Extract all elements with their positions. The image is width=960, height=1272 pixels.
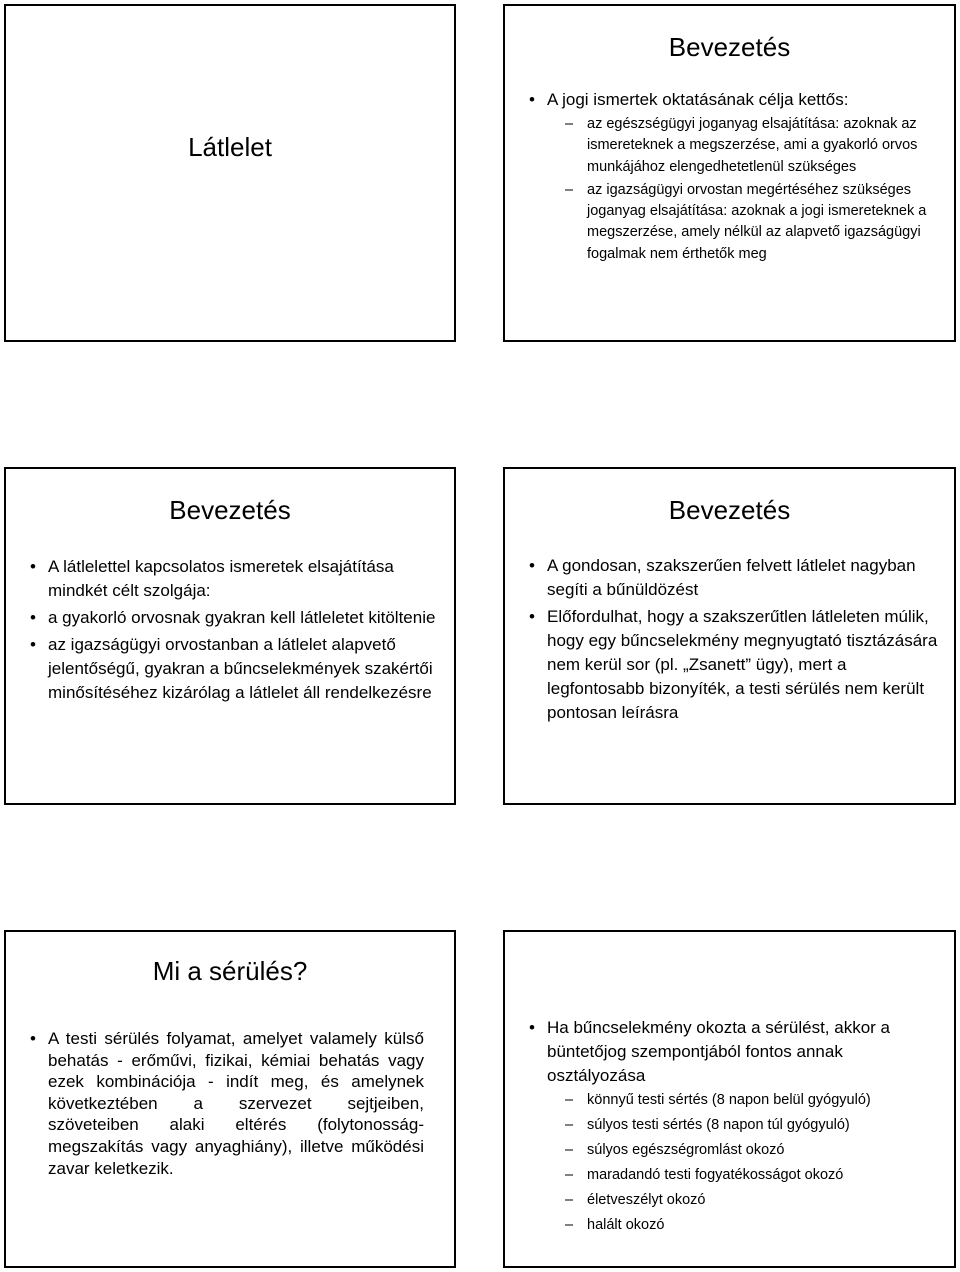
bullet-list bbox=[527, 88, 942, 268]
slide-latlelet bbox=[4, 4, 456, 342]
sub-bullet-item: – súlyos egészségromlást okozó bbox=[565, 1140, 942, 1161]
bullet-list bbox=[527, 554, 942, 728]
bullet-item: • A gondosan, szakszerűen felvett látlelet nagyban segíti a bűnüldözést bbox=[527, 554, 942, 602]
sub-bullet-list bbox=[565, 114, 942, 265]
bullet-list bbox=[28, 555, 442, 708]
slide-title: Bevezetés bbox=[169, 495, 291, 525]
sub-bullet-item: – életveszélyt okozó bbox=[565, 1190, 942, 1211]
bullet-text: A jogi ismertek oktatásának célja kettős: bbox=[547, 90, 849, 109]
slide-title: Bevezetés bbox=[668, 495, 791, 525]
sub-bullet-item: – az egészségügyi joganyag elsajátítása: azoknak az ismereteknek a megszerzése, ami a gyakorló orvos munkájához elengedhetetlenül szükséges bbox=[565, 114, 942, 178]
sub-bullet-list bbox=[565, 1090, 942, 1236]
bullet-item bbox=[527, 1016, 942, 1236]
bullet-text: Ha bűncselekmény okozta a sérülést, akkor a büntetőjog szempontjából fontos annak osztályozása bbox=[547, 1018, 891, 1085]
slide-bevezetes-3 bbox=[503, 467, 956, 805]
slide-title: Mi a sérülés? bbox=[152, 956, 308, 986]
bullet-item: • A testi sérülés folyamat, amelyet valamely külső behatás - erőművi, fizikai, kémiai behatás vagy ezek kombinációja - indít meg, és amelynek következtében a szervezet sejtjeiben, szöveteiben alaki eltérés (folytonosság-megszakítás vagy anyaghiány), illetve működési zavar keletkezik. bbox=[28, 1028, 424, 1179]
bullet-item bbox=[527, 88, 942, 265]
sub-bullet-item: – az igazságügyi orvostan megértéséhez szükséges joganyag elsajátítása: azoknak a jogi ismereteknek a megszerzése, amely nélkül az alapvető igazságügyi fogalmak nem érthetők meg bbox=[565, 180, 942, 265]
bullet-item: • A látlelettel kapcsolatos ismeretek elsajátítása mindkét célt szolgája: bbox=[28, 555, 442, 603]
sub-bullet-item: – könnyű testi sértés (8 napon belül gyógyuló) bbox=[565, 1090, 942, 1111]
bullet-list bbox=[527, 1016, 942, 1240]
bullet-item: • az igazságügyi orvostanban a látlelet alapvető jelentőségű, gyakran a bűncselekmények szakértői minősítéséhez kizárólag a látlelet áll rendelkezésre bbox=[28, 633, 442, 705]
slide-mi-a-serules bbox=[4, 930, 456, 1268]
slide-osztalyozas bbox=[503, 930, 956, 1268]
bullet-item: • Előfordulhat, hogy a szakszerűtlen látleleten múlik, hogy egy bűncselekmény megnyugtató tisztázására nem kerül sor (pl. „Zsanett” ügy), mert a legfontosabb bizonyíték, a testi sérülés nem került pontosan leírásra bbox=[527, 605, 942, 725]
bullet-list bbox=[28, 1028, 424, 1182]
slide-title: Látlelet bbox=[188, 132, 272, 162]
slide-title: Bevezetés bbox=[668, 32, 791, 62]
sub-bullet-item: – maradandó testi fogyatékosságot okozó bbox=[565, 1165, 942, 1186]
sub-bullet-item: – halált okozó bbox=[565, 1215, 942, 1236]
sub-bullet-item: – súlyos testi sértés (8 napon túl gyógyuló) bbox=[565, 1115, 942, 1136]
slide-bevezetes-2 bbox=[4, 467, 456, 805]
bullet-item: • a gyakorló orvosnak gyakran kell látleletet kitöltenie bbox=[28, 606, 442, 630]
slide-bevezetes-1 bbox=[503, 4, 956, 342]
